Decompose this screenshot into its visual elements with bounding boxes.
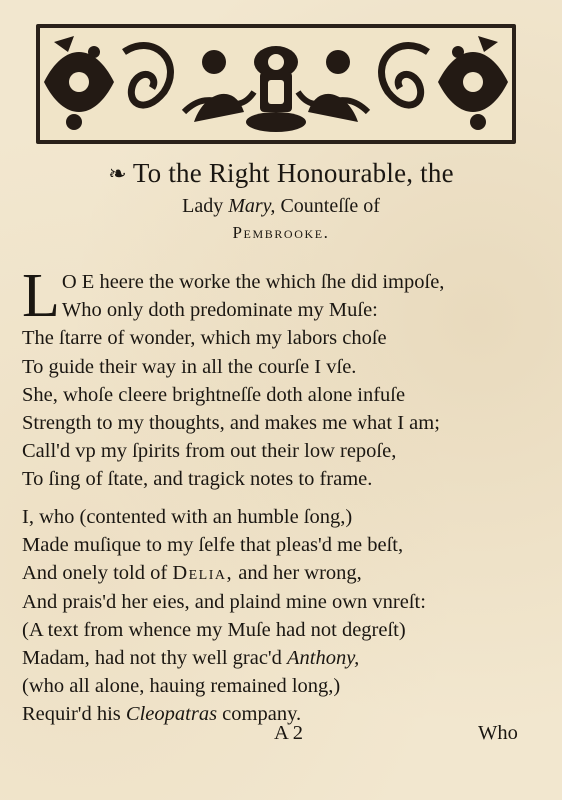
verse-line: (A text from whence my Muſe had not degreſt): [22, 618, 406, 641]
verse-line: And prais'd her eies, and plaind mine own vnreſt:: [22, 590, 426, 613]
verse-text: and her wrong,: [233, 562, 362, 585]
verse-line: She, whoſe cleere brightneſſe doth alone infuſe: [22, 383, 406, 406]
title-line-1-text: To the Right Honourable, the: [132, 158, 454, 188]
title-line-2-name: Mary,: [228, 195, 276, 217]
fleuron-icon: ❧: [108, 161, 127, 186]
stanza-2: [22, 503, 542, 729]
signature-mark: A 2: [274, 722, 304, 744]
verse-line: Who only doth predominate my Muſe:: [61, 299, 378, 322]
title-line-1: [0, 156, 562, 192]
verse-line: [22, 559, 542, 587]
title-line-2-pre: Lady: [182, 195, 229, 217]
drop-cap: L: [22, 262, 60, 330]
verse-line: Strength to my thoughts, and makes me what I am;: [22, 412, 440, 435]
verse-text: company.: [217, 703, 302, 726]
verse-line: O E heere the worke the which ſhe did impoſe,: [61, 271, 445, 293]
verse-line: I, who (contented with an humble ſong,): [22, 506, 353, 528]
verse-line: Made muſique to my ſelfe that pleas'd me beſt,: [22, 534, 404, 557]
verse-text: Madam, had not thy well grac'd: [22, 647, 287, 670]
cleopatras-name: Cleopatras: [125, 703, 218, 726]
verse-line: To guide their way in all the courſe I vſe.: [22, 355, 357, 378]
verse-line: The ſtarre of wonder, which my labors choſe: [22, 327, 387, 350]
verse-line: (who all alone, hauing remained long,): [22, 675, 341, 698]
catchword: Who: [478, 722, 518, 744]
verse-line: [22, 644, 542, 672]
page-footer: [0, 722, 562, 752]
anthony-name: Anthony,: [287, 647, 360, 670]
verse-text: Requir'd his: [22, 703, 126, 726]
verse-text: And onely told of: [22, 562, 173, 585]
title-line-3: Pembrooke.: [232, 223, 330, 242]
dedication-title: [0, 156, 562, 246]
delia-name: Delia,: [172, 562, 234, 585]
stanza-1: [22, 262, 542, 494]
verse-line: Call'd vp my ſpirits from out their low repoſe,: [22, 440, 397, 463]
verse-line: To ſing of ſtate, and tragick notes to frame.: [22, 468, 373, 491]
title-line-2: [0, 192, 562, 220]
title-line-2-post: Counteſſe of: [275, 195, 380, 217]
woodcut-headpiece-ornament: [34, 22, 518, 146]
